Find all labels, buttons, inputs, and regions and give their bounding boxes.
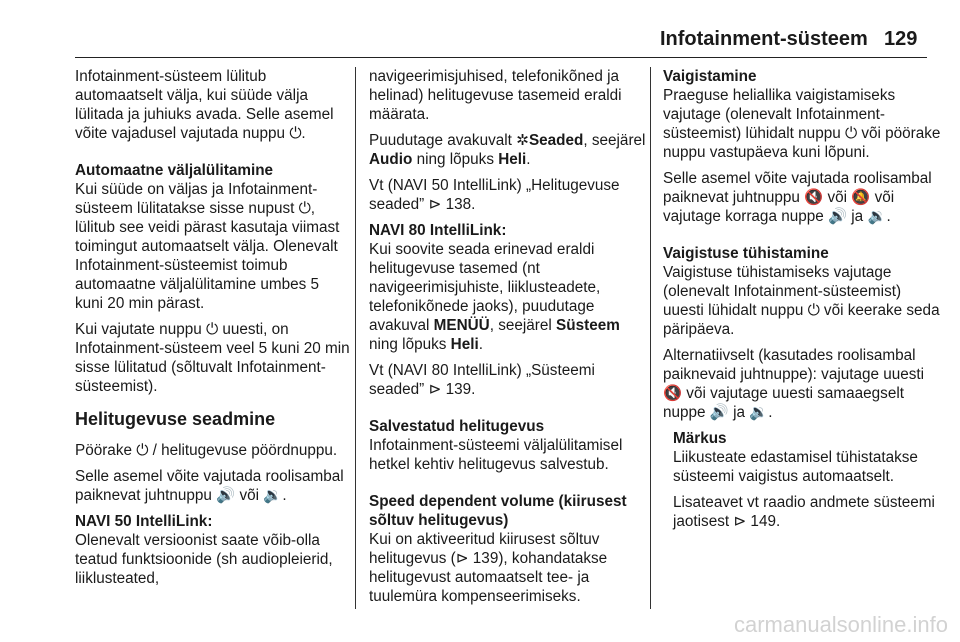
- column-3: [663, 67, 943, 610]
- saved-volume-heading: Salvestatud helitugevus: [369, 418, 545, 435]
- text-run: Puudutage avakuvalt: [369, 132, 517, 149]
- saved-volume-paragraph: Infotainment-süsteemi väljalülitamisel hetkel kehtiv helitugevus salvestub.: [369, 437, 623, 473]
- text-run: , seejärel: [583, 132, 646, 149]
- settings-paragraph: [369, 131, 647, 169]
- volume-paragraph-1: Pöörake ⏻ / helitugevuse pöördnuppu.: [75, 442, 338, 459]
- intro-paragraph: Infotainment-süsteem lülitub automaatselt välja, kui süüde välja lülitada ja juhiuks avada. Selle asemel võite vajadusel vajutada nuppu ⏻.: [75, 68, 334, 142]
- navi80-heading: NAVI 80 IntelliLink:: [369, 222, 507, 239]
- settings-term: ✲Seaded: [516, 132, 584, 149]
- page-header: [0, 0, 960, 60]
- auto-off-paragraph-1: Kui süüde on väljas ja Infotainment-süsteem lülitatakse sisse nupust ⏻, lülitub see veidi pärast kasutaja viimast toimingut automaatselt välja. Olenevalt Infotainment-süsteemist toimub automaatne väljalülitamine umbes 5 kuni 20 min pärast.: [75, 181, 340, 312]
- note-paragraph-1: Liikusteate edastamisel tühistatakse süsteemi vaigistus automaatselt.: [673, 449, 918, 485]
- text-run: Kui soovite seada erinevad eraldi helitugevuse tasemed (nt navigeerimisjuhiste, liiklusteadete, telefonikõnede jaoks), puudutage avakuval: [369, 241, 601, 334]
- navi50-heading: NAVI 50 IntelliLink:: [75, 513, 213, 530]
- text-run: ning lõpuks: [369, 336, 451, 353]
- navi80-reference: Vt (NAVI 80 IntelliLink) „Süsteemi seaded” ⊳ 139.: [369, 362, 595, 398]
- unmute-heading: Vaigistuse tühistamine: [663, 245, 829, 262]
- mute-paragraph-1: Praeguse heliallika vaigistamiseks vajutage (olenevalt Infotainment-süsteemist) lühidalt nuppu ⏻ või pöörake nuppu vastupäeva kuni lõpuni.: [663, 87, 941, 161]
- text-run: .: [526, 151, 531, 168]
- column-divider-1: [355, 67, 356, 609]
- page-title: Infotainment-süsteem: [660, 28, 868, 50]
- audio-term: Audio: [369, 151, 413, 168]
- note-paragraph-2: Lisateavet vt raadio andmete süsteemi jaotisest ⊳ 149.: [673, 494, 935, 530]
- sound-term: Heli: [450, 336, 479, 353]
- column-divider-2: [650, 67, 651, 609]
- system-term: Süsteem: [556, 317, 620, 334]
- text-run: .: [478, 336, 483, 353]
- navi50-reference: Vt (NAVI 50 IntelliLink) „Helitugevuse seaded” ⊳ 138.: [369, 177, 620, 213]
- navi80-paragraph: [369, 240, 647, 354]
- volume-section-heading: Helitugevuse seadmine: [75, 409, 276, 429]
- unmute-paragraph-1: Vaigistuse tühistamiseks vajutage (olenevalt Infotainment-süsteemist) uuesti lühidalt nuppu ⏻ või keerake seda päripäeva.: [663, 264, 940, 338]
- note-heading: Märkus: [673, 430, 727, 447]
- unmute-paragraph-2: Alternatiivselt (kasutades roolisambal paiknevaid juhtnuppe): vajutage uuesti 🔇 või vajutage uuesti samaaegselt nuppe 🔊 ja 🔉.: [663, 347, 925, 421]
- sound-term: Heli: [498, 151, 527, 168]
- header-divider: [75, 57, 927, 58]
- watermark: carmanualsonline.info: [733, 612, 948, 637]
- speed-volume-heading: Speed dependent volume (kiirusest sõltuv helitugevus): [369, 493, 627, 529]
- column-2: [369, 67, 647, 610]
- continued-paragraph: navigeerimisjuhised, telefonikõned ja helinad) helitugevuse tasemeid eraldi määrata.: [369, 68, 622, 123]
- volume-paragraph-2: Selle asemel võite vajutada roolisambal paiknevat juhtnuppu 🔊 või 🔉.: [75, 468, 344, 504]
- mute-paragraph-2: Selle asemel võite vajutada roolisambal paiknevat juhtnuppu 🔇 või 🔕 või vajutage korraga nuppe 🔊 ja 🔉.: [663, 170, 932, 225]
- auto-off-heading: Automaatne väljalülitamine: [75, 162, 274, 179]
- mute-heading: Vaigistamine: [663, 68, 757, 85]
- navi50-paragraph: Olenevalt versioonist saate võib-olla teatud funktsioonide (sh audiopleierid, liiklusteated,: [75, 532, 333, 587]
- note-box: [663, 429, 943, 531]
- menu-term: MENÜÜ: [433, 317, 490, 334]
- page-number: 129: [884, 28, 918, 50]
- column-1: [75, 67, 351, 610]
- text-run: ning lõpuks: [412, 151, 499, 168]
- speed-volume-paragraph: Kui on aktiveeritud kiirusest sõltuv helitugevus (⊳ 139), kohandatakse helitugevust automaatselt tee- ja tuulemüra kompenseerimiseks.: [369, 531, 608, 605]
- text-run: , seejärel: [489, 317, 557, 334]
- auto-off-paragraph-2: Kui vajutate nuppu ⏻ uuesti, on Infotainment-süsteem veel 5 kuni 20 min sisse lülitatud (sõltuvalt Infotainment-süsteemist).: [75, 321, 350, 395]
